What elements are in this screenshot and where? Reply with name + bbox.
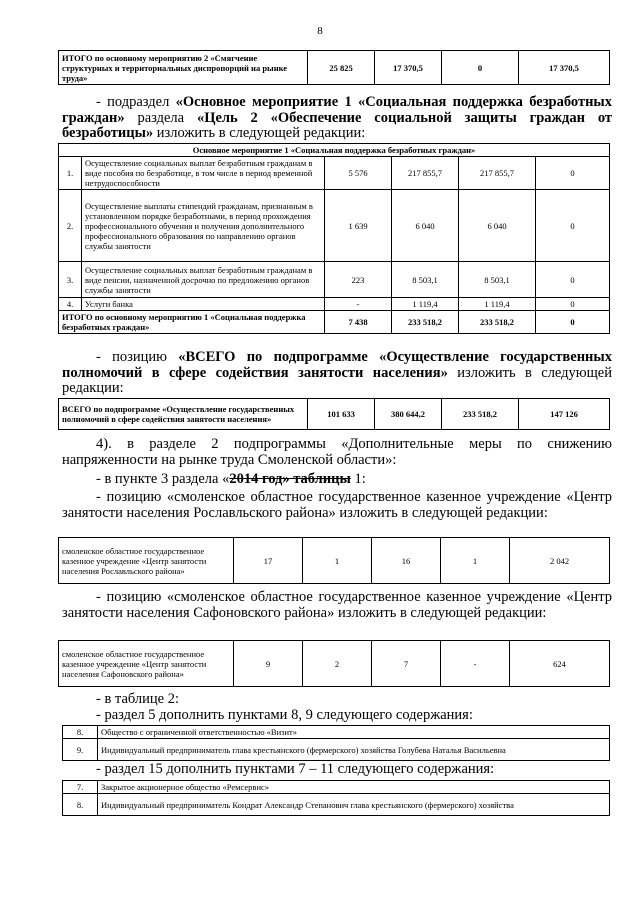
institution-label: смоленское областное государственное казенное учреждение «Центр занятости населения Сафоновского района»: [59, 641, 234, 687]
total-table-subprogram: [58, 398, 610, 430]
safonovo-table: смоленское областное государственное казенное учреждение «Центр занятости населения Сафоновского района» 9 2 7 - 624: [58, 640, 610, 687]
table-header: Основное мероприятие 1 «Социальная поддержка безработных граждан»: [59, 144, 610, 157]
total-table-measure-2: [58, 50, 610, 85]
roslavl-table: смоленское областное государственное казенное учреждение «Центр занятости населения Рославльского района» 17 1 16 1 2 042: [58, 537, 610, 584]
paragraph-table-2: - в таблице 2:: [96, 691, 179, 707]
total-value: 17 370,5: [375, 51, 442, 85]
total-value: 233 518,2: [442, 399, 519, 430]
total-label: ВСЕГО по подпрограмме «Осуществление государственных полномочий в сфере содействия занятости населения»: [59, 399, 308, 430]
table-row: 9. Индивидуальный предприниматель глава крестьянского (фермерского) хозяйства Голубева Наталья Васильевна: [63, 739, 610, 761]
table-row: 7. Закрытое акционерное общество «Ремсервис»: [63, 781, 610, 794]
paragraph-section-15: - раздел 15 дополнить пунктами 7 – 11 следующего содержания:: [96, 761, 495, 777]
total-value: 25 825: [308, 51, 375, 85]
paragraph-safonovo: - позицию «смоленское областное государственное казенное учреждение «Центр занятости населения Сафоновского района» изложить в следующей редакции:: [62, 589, 612, 621]
total-value: 0: [442, 51, 519, 85]
table-row: 2. Осуществление выплаты стипендий гражданам, признанным в установленном порядке безработными, в период прохождения профессионального обучения и получения дополнительного профессионального образования по направлению органов службы занятости 1 639 6 040 6 040 0: [59, 190, 610, 262]
total-value: 147 126: [519, 399, 610, 430]
paragraph-subsection: - подраздел «Основное мероприятие 1 «Социальная поддержка безработных граждан» раздела «Цель 2 «Обеспечение социальной защиты граждан от безработицы» изложить в следующей редакции:: [62, 94, 613, 141]
institution-label: смоленское областное государственное казенное учреждение «Центр занятости населения Рославльского района»: [59, 538, 234, 584]
total-label: ИТОГО по основному мероприятию 2 «Смягчение структурных и территориальных диспропорций на рынке труда»: [59, 51, 308, 85]
table-total-row: ИТОГО по основному мероприятию 1 «Социальная поддержка безработных граждан» 7 438 233 518,2 233 518,2 0: [59, 311, 610, 334]
table-row: 1. Осуществление социальных выплат безработным гражданам в виде пособия по безработице, в том числе в период временной нетрудоспособности 5 576 217 855,7 217 855,7 0: [59, 157, 610, 190]
paragraph-section-5: - раздел 5 дополнить пунктами 8, 9 следующего содержания:: [96, 707, 473, 723]
table-row: 8. Индивидуальный предприниматель Кондрат Александр Степанович глава крестьянского (фермерского) хозяйства: [63, 794, 610, 816]
paragraph-section-2: 4). в разделе 2 подпрограммы «Дополнительные меры по снижению напряженности на рынке труда Смоленской области»:: [62, 436, 612, 468]
total-value: 101 633: [308, 399, 375, 430]
paragraph-point-3: - в пункте 3 раздела «2014 год» таблицы 1:: [96, 471, 366, 487]
page-number: 8: [317, 25, 323, 37]
paragraph-total-position: - позицию «ВСЕГО по подпрограмме «Осуществление государственных полномочий в сфере содействия занятости населения» изложить в следующей редакции:: [62, 349, 612, 396]
total-value: 380 644,2: [375, 399, 442, 430]
measure-1-table: [58, 143, 610, 334]
section-15-table: [62, 780, 610, 816]
total-value: 17 370,5: [519, 51, 610, 85]
table-row: 4. Услуги банка - 1 119,4 1 119,4 0: [59, 298, 610, 311]
section-5-table: [62, 725, 610, 761]
paragraph-roslavl: - позицию «смоленское областное государственное казенное учреждение «Центр занятости населения Рославльского района» изложить в следующей редакции:: [62, 489, 612, 521]
table-row: 3. Осуществление социальных выплат безработным гражданам в виде пенсии, назначенной досрочно по предложению органов службы занятости 223 8 503,1 8 503,1 0: [59, 262, 610, 298]
table-row: 8. Общество с ограниченной ответственностью «Визит»: [63, 726, 610, 739]
